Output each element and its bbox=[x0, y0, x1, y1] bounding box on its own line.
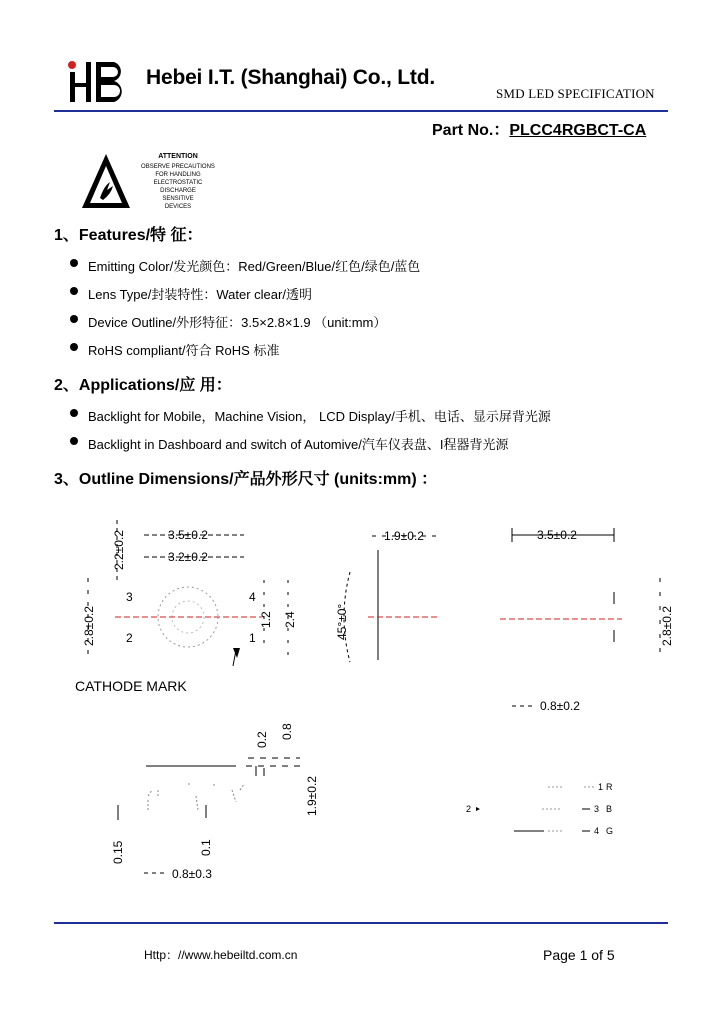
attention-line-2: FOR HANDLING bbox=[155, 172, 201, 178]
schem-pin-3: 3 bbox=[594, 804, 600, 814]
part-number-label: Part No.： bbox=[432, 122, 510, 139]
schem-label-g: G bbox=[606, 826, 614, 836]
bullet bbox=[70, 409, 78, 417]
dim-side-thickness: 1.9±0.2 bbox=[384, 529, 424, 543]
bullet bbox=[70, 259, 78, 267]
header-rule bbox=[54, 110, 668, 112]
top-view bbox=[82, 520, 297, 666]
bullet bbox=[70, 343, 78, 351]
dim-top-height-total: 2.2±0.2 bbox=[112, 530, 126, 570]
dim-top-width: 3.5±0.2 bbox=[168, 528, 208, 542]
dim-right-width: 3.5±0.2 bbox=[537, 528, 577, 542]
dim-top-height: 2.8±0.2 bbox=[82, 606, 96, 646]
attention-line-1: OBSERVE PRECAUTIONS bbox=[141, 164, 215, 170]
application-item: Backlight for Mobile，Machine Vision， LCD Display/手机、电话、显示屏背光源 bbox=[88, 409, 551, 424]
dim-right-lead: 0.8±0.2 bbox=[540, 699, 580, 713]
bullet bbox=[70, 287, 78, 295]
company-logo bbox=[64, 58, 134, 104]
page-number: Page 1 of 5 bbox=[543, 947, 615, 963]
lead-profile bbox=[111, 723, 319, 881]
footer-url[interactable]: Http：//www.hebeiltd.com.cn bbox=[144, 948, 298, 962]
attention-line-5: SENSITIVE bbox=[162, 196, 194, 202]
cathode-mark-label: CATHODE MARK bbox=[75, 678, 187, 694]
document-type: SMD LED SPECIFICATION bbox=[496, 86, 655, 101]
schem-label-b: B bbox=[606, 804, 613, 814]
pin-2: 2 bbox=[126, 631, 133, 645]
applications-heading: 2、Applications/应 用： bbox=[54, 377, 232, 394]
feature-item: Emitting Color/发光颜色：Red/Green/Blue/红色/绿色/蓝色 bbox=[88, 259, 421, 274]
attention-line-4: DISCHARGE bbox=[160, 188, 196, 194]
bullet bbox=[70, 437, 78, 445]
dim-pad-span: 2.4 bbox=[283, 611, 297, 628]
dim-lead-pitch: 0.8±0.3 bbox=[172, 867, 212, 881]
pin-schematic bbox=[466, 782, 613, 836]
dim-lead-a: 0.2 bbox=[255, 731, 269, 748]
outline-drawing bbox=[0, 500, 720, 900]
pin-3: 3 bbox=[126, 590, 133, 604]
part-number bbox=[432, 117, 646, 140]
pin-4: 4 bbox=[249, 590, 256, 604]
schem-pin-1: 1 bbox=[598, 782, 604, 792]
application-item: Backlight in Dashboard and switch of Automive/汽车仪表盘、I程器背光源 bbox=[88, 437, 509, 452]
company-name: Hebei I.T. (Shanghai) Co., Ltd. bbox=[146, 66, 435, 89]
dim-lead-height: 1.9±0.2 bbox=[305, 776, 319, 816]
side-view bbox=[335, 529, 440, 662]
features-heading: 1、Features/特 征： bbox=[54, 227, 203, 244]
part-number-value: PLCC4RGBCT-CA bbox=[509, 122, 647, 139]
schem-label-r: R bbox=[606, 782, 613, 792]
esd-warning-icon bbox=[82, 154, 130, 208]
attention-line-3: ELECTROSTATIC bbox=[153, 180, 203, 186]
attention-title: ATTENTION bbox=[158, 153, 198, 160]
dim-right-height: 2.8±0.2 bbox=[660, 606, 674, 646]
dim-lead-d: 0.1 bbox=[199, 839, 213, 856]
footer-rule bbox=[54, 922, 668, 924]
dim-side-angle: 45°±0° bbox=[335, 603, 349, 640]
feature-item: RoHS compliant/符合 RoHS 标准 bbox=[88, 343, 280, 358]
schem-pin-2: 2 bbox=[466, 804, 472, 814]
esd-warning bbox=[78, 150, 228, 214]
attention-line-6: DEVICES bbox=[164, 204, 192, 210]
feature-item: Lens Type/封装特性：Water clear/透明 bbox=[88, 287, 312, 302]
feature-item: Device Outline/外形特征：3.5×2.8×1.9 （unit:mm） bbox=[88, 315, 387, 330]
pin-1: 1 bbox=[249, 631, 256, 645]
right-view bbox=[500, 528, 674, 713]
outline-heading: 3、Outline Dimensions/产品外形尺寸 (units:mm) ： bbox=[54, 471, 438, 488]
dim-pitch: 1.2 bbox=[259, 611, 273, 628]
bullet bbox=[70, 315, 78, 323]
dim-lead-c: 0.15 bbox=[111, 840, 125, 864]
schem-pin-4: 4 bbox=[594, 826, 600, 836]
dim-lead-b: 0.8 bbox=[280, 723, 294, 740]
dim-top-inner-width: 3.2±0.2 bbox=[168, 550, 208, 564]
